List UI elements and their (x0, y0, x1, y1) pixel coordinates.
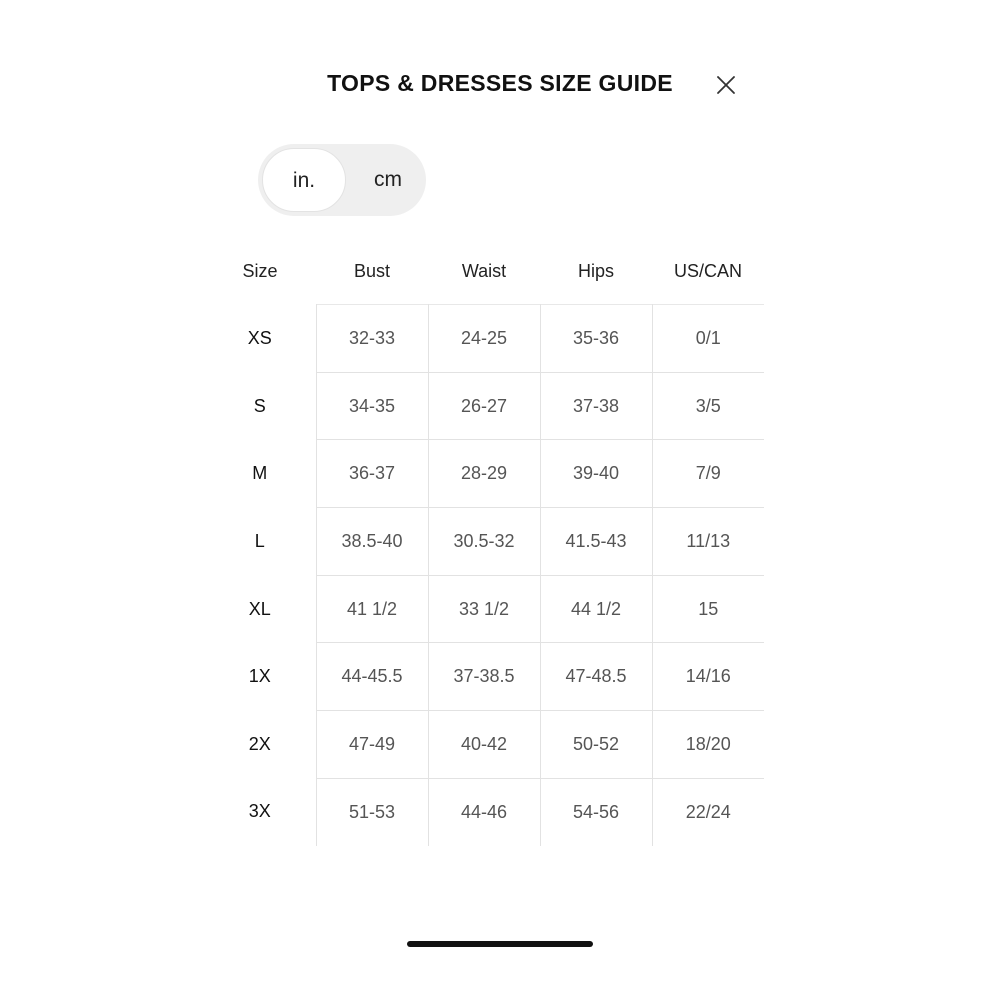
measurement-cell: 28-29 (428, 440, 540, 508)
table-row (204, 305, 764, 373)
size-label: 3X (248, 801, 271, 822)
measurement-cell: 40-42 (428, 711, 540, 779)
table-row (204, 440, 764, 508)
measurement-cell: 37-38.5 (428, 643, 540, 711)
measurement-cell: 44 1/2 (540, 575, 652, 643)
measurement-cell: 15 (652, 575, 764, 643)
measurement-cell: 36-37 (316, 440, 428, 508)
measurement-cell: 32-33 (316, 305, 428, 373)
measurement-cell: 50-52 (540, 711, 652, 779)
table-row (204, 778, 764, 845)
measurement-cell: 51-53 (316, 778, 428, 845)
size-label: XL (248, 598, 271, 619)
size-label: M (252, 463, 268, 484)
measurement-cell: 47-49 (316, 711, 428, 779)
measurement-cell: 41.5-43 (540, 508, 652, 576)
measurement-cell: 38.5-40 (316, 508, 428, 576)
measurement-cell: 14/16 (652, 643, 764, 711)
column-header: US/CAN (673, 260, 742, 281)
measurement-cell: 22/24 (652, 778, 764, 845)
table-row (204, 711, 764, 779)
column-header: Bust (353, 260, 391, 281)
measurement-cell: 54-56 (540, 778, 652, 845)
unit-toggle (258, 144, 426, 216)
column-header: Size (242, 260, 278, 281)
size-label: 1X (248, 666, 271, 687)
measurement-cell: 44-45.5 (316, 643, 428, 711)
table-row (204, 643, 764, 711)
table-row (204, 508, 764, 576)
column-header: Hips (577, 260, 614, 281)
home-indicator[interactable] (407, 941, 593, 947)
measurement-cell: 44-46 (428, 778, 540, 845)
measurement-cell: 47-48.5 (540, 643, 652, 711)
measurement-cell: 34-35 (316, 372, 428, 440)
measurement-cell: 30.5-32 (428, 508, 540, 576)
size-table (204, 238, 764, 846)
measurement-cell: 18/20 (652, 711, 764, 779)
table-row (204, 372, 764, 440)
measurement-cell: 0/1 (652, 305, 764, 373)
size-label: S (253, 395, 266, 416)
close-icon (712, 70, 740, 98)
table-header-row (204, 238, 764, 305)
size-label: L (254, 530, 265, 551)
measurement-cell: 7/9 (652, 440, 764, 508)
column-header: Waist (461, 260, 507, 281)
measurement-cell: 11/13 (652, 508, 764, 576)
size-label: XS (247, 327, 272, 348)
measurement-cell: 33 1/2 (428, 575, 540, 643)
close-button[interactable] (712, 70, 740, 98)
measurement-cell: 24-25 (428, 305, 540, 373)
measurement-cell: 37-38 (540, 372, 652, 440)
measurement-cell: 39-40 (540, 440, 652, 508)
measurement-cell: 3/5 (652, 372, 764, 440)
measurement-cell: 26-27 (428, 372, 540, 440)
size-label: 2X (248, 733, 271, 754)
table-row (204, 575, 764, 643)
page-title: TOPS & DRESSES SIZE GUIDE (327, 70, 673, 96)
measurement-cell: 35-36 (540, 305, 652, 373)
unit-option-in[interactable]: in. (262, 148, 346, 212)
unit-option-cm[interactable]: cm (374, 168, 402, 191)
measurement-cell: 41 1/2 (316, 575, 428, 643)
